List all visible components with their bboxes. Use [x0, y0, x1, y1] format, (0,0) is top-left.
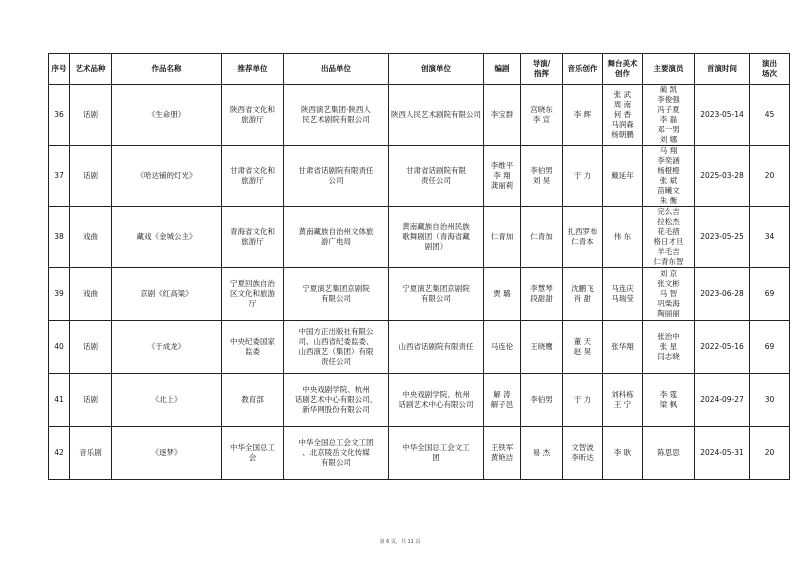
cell-actors: 刘 京 张文彬 马 智 巩柴海 陶丽丽: [643, 268, 695, 321]
cell-writer: 王铁军 黄艳洁: [484, 427, 521, 480]
header-cell: 出品单位: [284, 54, 389, 85]
cell-actors: 陈思思: [643, 427, 695, 480]
cell-date: 2023-06-28: [695, 268, 750, 321]
header-cell: 演出 场次: [750, 54, 790, 85]
cell-music: 扎西罗布 仁青本: [563, 207, 603, 268]
cell-recommender: 教育部: [222, 374, 284, 427]
cell-genre: 戏曲: [70, 207, 112, 268]
header-cell: 首演时间: [695, 54, 750, 85]
page-footer: 第 6 页，共 11 页: [379, 539, 421, 545]
cell-creator: 甘肃省话剧院有限 责任公司: [389, 146, 484, 207]
cell-producer: 黄南藏族自治州文体旅 游广电局: [284, 207, 389, 268]
cell-creator: 中华全国总工会文工 团: [389, 427, 484, 480]
header-cell: 推荐单位: [222, 54, 284, 85]
cell-actors: 蔺 凯 李俊强 冯子夏 李 磊 邓一男 刘 娜: [643, 85, 695, 146]
cell-writer: 仁青加: [484, 207, 521, 268]
cell-shows: 34: [750, 207, 790, 268]
cell-recommender: 陕西省文化和 旅游厅: [222, 85, 284, 146]
cell-no: 37: [49, 146, 70, 207]
cell-genre: 话剧: [70, 85, 112, 146]
cell-stage: 李 耿: [603, 427, 643, 480]
cell-creator: 黄南藏族自治州民族 歌舞剧团（青海省藏 剧团）: [389, 207, 484, 268]
cell-director: 仁青加: [521, 207, 563, 268]
header-row: [49, 54, 790, 85]
cell-music: 沈鹏飞 肖 甜: [563, 268, 603, 321]
cell-writer: 解 涛 解子邑: [484, 374, 521, 427]
cell-title: 《于成龙》: [112, 321, 222, 374]
cell-stage: 张 武 周 南 何 香 马润森 杨朝鹏: [603, 85, 643, 146]
cell-actors: 完么吉 拉松杰 花毛措 格日才旦 羊毛吉 仁青东智: [643, 207, 695, 268]
header-cell: 序号: [49, 54, 70, 85]
cell-title: 《生命册》: [112, 85, 222, 146]
cell-creator: 陕西人民艺术剧院有限公司: [389, 85, 484, 146]
cell-writer: 马连伦: [484, 321, 521, 374]
table-row: [49, 85, 790, 146]
cell-title: 《逐梦》: [112, 427, 222, 480]
cell-music: 于 力: [563, 146, 603, 207]
table-row: [49, 146, 790, 207]
header-cell: 编剧: [484, 54, 521, 85]
cell-director: 李慧琴 段甜甜: [521, 268, 563, 321]
cell-shows: 69: [750, 268, 790, 321]
cell-producer: 宁夏演艺集团京剧院 有限公司: [284, 268, 389, 321]
cell-director: 易 杰: [521, 427, 563, 480]
cell-title: 《哈达铺的灯光》: [112, 146, 222, 207]
cell-actors: 张治中 张 星 闫志晓: [643, 321, 695, 374]
header-cell: 导演/ 指挥: [521, 54, 563, 85]
header-cell: 创演单位: [389, 54, 484, 85]
cell-creator: 宁夏演艺集团京剧院 有限公司: [389, 268, 484, 321]
cell-director: 王晓鹰: [521, 321, 563, 374]
table-row: [49, 374, 790, 427]
cell-stage: 戴延年: [603, 146, 643, 207]
header-cell: 音乐创作: [563, 54, 603, 85]
cell-recommender: 中央纪委国家 监委: [222, 321, 284, 374]
table-row: [49, 427, 790, 480]
cell-director: 宫晓东 李 宣: [521, 85, 563, 146]
cell-title: 《北上》: [112, 374, 222, 427]
cell-writer: 李维平 李 翔 龚丽莉: [484, 146, 521, 207]
header-cell: 主要演员: [643, 54, 695, 85]
cell-stage: 刘科栋 王 宁: [603, 374, 643, 427]
cell-music: 文智波 李昕达: [563, 427, 603, 480]
cell-stage: 张华翔: [603, 321, 643, 374]
cell-producer: 中央戏剧学院、杭州 话剧艺术中心有限公司、 新华网股份有限公司: [284, 374, 389, 427]
cell-no: 38: [49, 207, 70, 268]
cell-recommender: 甘肃省文化和 旅游厅: [222, 146, 284, 207]
cell-producer: 中国方正出版社有限公 司、山西省纪委监委、 山西演艺（集团）有限 责任公司: [284, 321, 389, 374]
cell-stage: 伟 东: [603, 207, 643, 268]
header-cell: 艺术品种: [70, 54, 112, 85]
cell-shows: 20: [750, 146, 790, 207]
table-row: [49, 207, 790, 268]
cell-actors: 马 翔 李奕涵 杨橙橙 张 斌 苗曦文 朱 衡: [643, 146, 695, 207]
cell-actors: 李 霆 梁 枫: [643, 374, 695, 427]
cell-director: 李伯男 刘 昊: [521, 146, 563, 207]
cell-stage: 马连庆 马瑞莹: [603, 268, 643, 321]
cell-recommender: 宁夏回族自治 区文化和旅游 厅: [222, 268, 284, 321]
table-row: [49, 268, 790, 321]
cell-writer: 贾 璐: [484, 268, 521, 321]
cell-shows: 30: [750, 374, 790, 427]
cell-date: 2024-09-27: [695, 374, 750, 427]
cell-no: 39: [49, 268, 70, 321]
cell-writer: 李宝群: [484, 85, 521, 146]
cell-recommender: 青海省文化和 旅游厅: [222, 207, 284, 268]
cell-creator: 中央戏剧学院、杭州 话剧艺术中心有限公司: [389, 374, 484, 427]
cell-title: 藏戏《金城公主》: [112, 207, 222, 268]
cell-genre: 音乐剧: [70, 427, 112, 480]
cell-recommender: 中华全国总工 会: [222, 427, 284, 480]
cell-music: 董 天 赵 昊: [563, 321, 603, 374]
cell-date: 2022-05-16: [695, 321, 750, 374]
cell-shows: 69: [750, 321, 790, 374]
cell-shows: 20: [750, 427, 790, 480]
cell-no: 42: [49, 427, 70, 480]
data-table: [48, 53, 790, 480]
cell-date: 2024-05-31: [695, 427, 750, 480]
cell-director: 李伯男: [521, 374, 563, 427]
cell-no: 36: [49, 85, 70, 146]
header-cell: 作品名称: [112, 54, 222, 85]
cell-genre: 话剧: [70, 321, 112, 374]
cell-shows: 45: [750, 85, 790, 146]
table-row: [49, 321, 790, 374]
cell-date: 2025-03-28: [695, 146, 750, 207]
cell-music: 于 力: [563, 374, 603, 427]
cell-genre: 话剧: [70, 374, 112, 427]
cell-genre: 戏曲: [70, 268, 112, 321]
cell-music: 李 辉: [563, 85, 603, 146]
cell-genre: 话剧: [70, 146, 112, 207]
cell-title: 京剧《红高粱》: [112, 268, 222, 321]
cell-date: 2023-05-14: [695, 85, 750, 146]
cell-producer: 甘肃省话剧院有限责任 公司: [284, 146, 389, 207]
cell-no: 41: [49, 374, 70, 427]
cell-producer: 陕西演艺集团·陕西人 民艺术剧院有限公司: [284, 85, 389, 146]
header-cell: 舞台美术 创作: [603, 54, 643, 85]
cell-no: 40: [49, 321, 70, 374]
cell-producer: 中华全国总工会文工团 、北京陵岳文化传媒 有限公司: [284, 427, 389, 480]
cell-creator: 山西省话剧院有限责任: [389, 321, 484, 374]
cell-date: 2023-05-25: [695, 207, 750, 268]
